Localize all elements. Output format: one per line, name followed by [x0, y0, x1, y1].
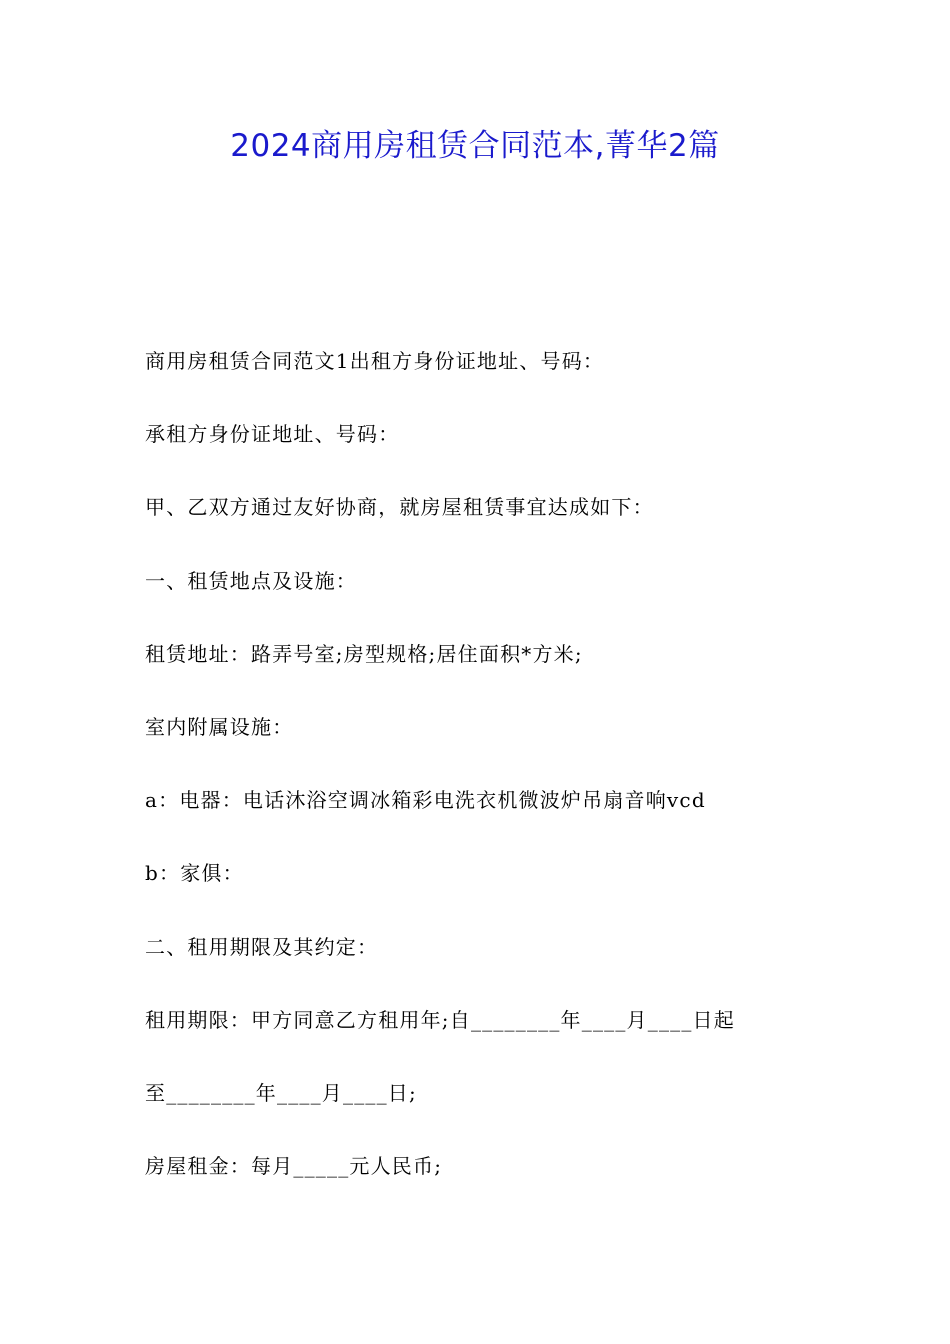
paragraph-lessor-id: 商用房租赁合同范文1出租方身份证地址、号码： [145, 349, 605, 373]
paragraph-agreement-intro: 甲、乙双方通过友好协商，就房屋租赁事宜达成如下： [145, 495, 654, 520]
paragraph-lessee-id: 承租方身份证地址、号码： [145, 422, 400, 447]
section-heading-location: 一、租赁地点及设施： [145, 568, 357, 593]
paragraph-appliances: a：电器：电话沐浴空调冰箱彩电洗衣机微波炉吊扇音响vcd [145, 788, 706, 813]
paragraph-term-end: 至________年____月____日; [145, 1080, 417, 1105]
paragraph-facilities: 室内附属设施： [145, 714, 294, 739]
section-heading-term: 二、租用期限及其约定： [145, 934, 379, 959]
paragraph-term-start: 租用期限：甲方同意乙方租用年;自________年____月____日起 [145, 1007, 735, 1032]
paragraph-rent: 房屋租金：每月_____元人民币; [145, 1154, 443, 1179]
paragraph-rental-address: 租赁地址：路弄号室;房型规格;居住面积*方米; [145, 641, 583, 666]
paragraph-furniture: b：家俱： [145, 861, 244, 886]
document-body [145, 343, 845, 1221]
document-title: 2024商用房租赁合同范本,菁华2篇 [230, 128, 720, 164]
